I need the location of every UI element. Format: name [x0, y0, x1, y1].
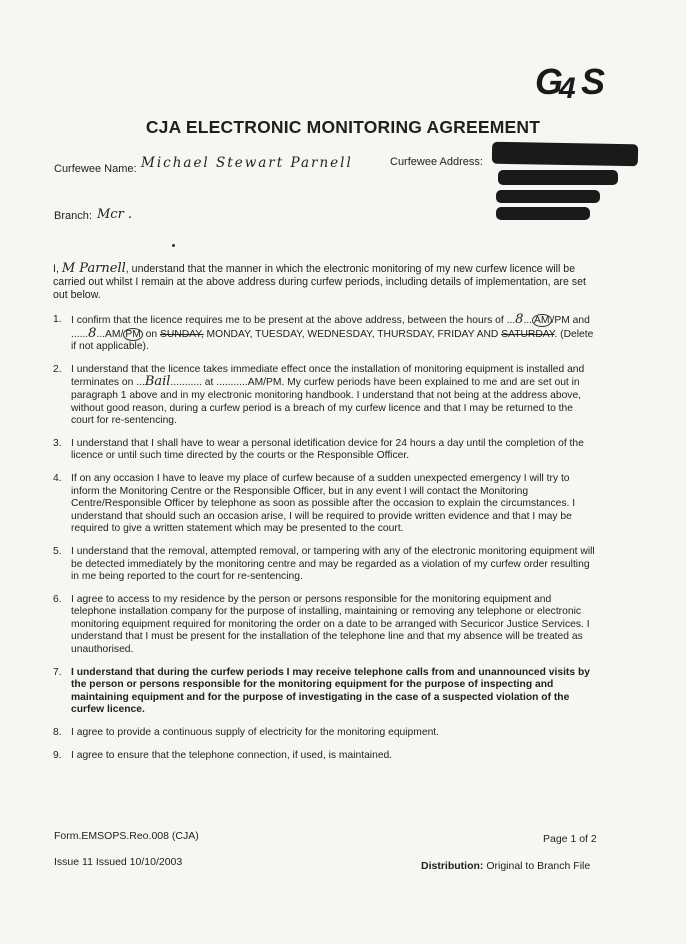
- intro-prefix: I,: [53, 263, 59, 275]
- term-item: 4. If on any occasion I have to leave my place of curfew because of a sudden unexpected emergency I will try to inform the Monitoring Centre or the Responsible Officer, but in any event I will contact the Monitoring Centre/Responsible Officer by telephone as soon as possible after the occasion to explain the circumstances. I understand that should such an occasion arise, I will be required to provide written evidence and that I may be required to give a written statement which may be presented to the court.: [53, 472, 576, 535]
- term-item: 7. I understand that during the curfew periods I may receive telephone calls from and unannounced visits by the person or persons responsible for the monitoring equipment for the purpose of inspecting and maintaining equipment and for the purpose of investigating in the case of a suspected violation of the curfew licence.: [53, 666, 590, 716]
- svg-text:4: 4: [559, 72, 576, 104]
- distribution: [421, 860, 590, 872]
- intro-text: , understand that the manner in which the electronic monitoring of my new curfew licence will be carried out whilst I remain at the above address during curfew periods, including details of implementation, are set out below.: [53, 263, 586, 301]
- handwritten-hour: 8: [88, 325, 97, 341]
- circled-ampm: AM: [534, 315, 550, 326]
- handwritten-hour: 8: [515, 312, 524, 327]
- branch-value: Mcr .: [97, 207, 133, 222]
- curfewee-name-label: Curfewee Name:: [54, 163, 137, 175]
- term-item: 3. I understand that I shall have to wear a personal idetification device for 24 hours a day until the completion of the licence or until such time directed by the courts or the Responsible Officer.: [53, 437, 584, 462]
- redaction-bar: [492, 142, 638, 167]
- svg-text:S: S: [581, 61, 606, 102]
- redaction-bar: [496, 207, 590, 220]
- intro-paragraph: [53, 262, 598, 302]
- distribution-label: Distribution:: [421, 860, 484, 872]
- issue-date: Issue 11 Issued 10/10/2003: [54, 856, 183, 868]
- page-number: Page 1 of 2: [543, 833, 597, 845]
- term-item: 6. I agree to access to my residence by the person or persons responsible for the monitoring equipment and telephone installation company for the purpose of installing, maintaining or removing any telephone or electronic monitoring equipment required for monitoring the order on a date to be arranged with Securicor Justice Services. I understand that I must be present for the installation of the telephone line and that my absence will be treated as unauthorised.: [53, 593, 590, 656]
- term-item: 8. I agree to provide a continuous supply of electricity for the monitoring equipment.: [53, 727, 440, 739]
- branch-label: Branch:: [54, 210, 92, 222]
- g4s-logo: [533, 58, 613, 104]
- term-item: 9. I agree to ensure that the telephone connection, if used, is maintained.: [53, 749, 393, 761]
- svg-text:G: G: [535, 61, 564, 102]
- circled-ampm: PM: [125, 328, 141, 340]
- document-title: CJA ELECTRONIC MONITORING AGREEMENT: [145, 117, 541, 137]
- redaction-bar: [496, 190, 600, 203]
- curfewee-name-value: Michael Stewart Parnell: [141, 155, 353, 171]
- ink-mark: [172, 244, 175, 247]
- term-item: 1. I confirm that the licence requires me to be present at the above address, between the hours of ...8... AM /PM and ......8...AM/ PM on SUNDAY, MONDAY, TUESDAY, WEDNESDAY, THURSDAY, FRIDAY AND SATURDAY. (Delete if not applicable).: [53, 312, 594, 353]
- curfewee-address-label: Curfewee Address:: [390, 156, 483, 168]
- struck-day: SUNDAY,: [159, 328, 204, 340]
- redaction-bar: [498, 170, 618, 185]
- terms-list: [53, 314, 598, 762]
- struck-day: SATURDAY: [501, 328, 555, 340]
- intro-handwritten-name: M Parnell: [61, 261, 126, 276]
- term-item: 2. I understand that the licence takes immediate effect once the installation of monitoring equipment is installed and terminates on ...Bail........... at ...........AM/PM. My curfew periods have been explained to me and are set out in paragraph 1 above and in my electronic monitoring handbook. I understand that not being at the address above, without good reason, during a curfew period is a breach of my curfew licence and that I may be returned to the court for re-sentencing.: [53, 363, 585, 427]
- form-reference: Form.EMSOPS.Reo.008 (CJA): [54, 830, 199, 842]
- handwritten-date: Bail: [144, 374, 171, 390]
- distribution-value: Original to Branch File: [483, 860, 591, 872]
- term-item: 5. I understand that the removal, attempted removal, or tampering with any of the electronic monitoring equipment will be detected immediately by the monitoring centre and may be regarded as a violation of my curfew order resulting in me being reported to the court for re-sentencing.: [53, 545, 595, 583]
